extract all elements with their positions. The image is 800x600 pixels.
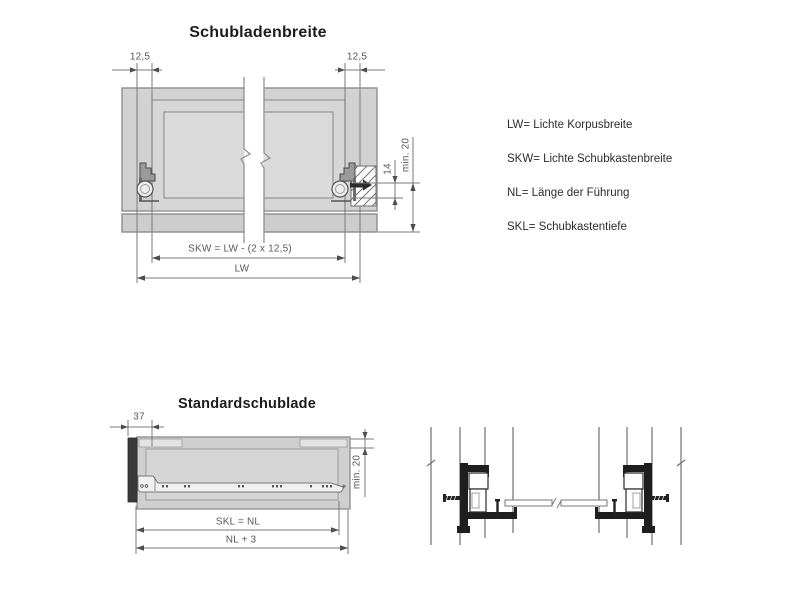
standard-drawer-side-view — [128, 437, 350, 509]
dim-label-12-5-right: 12,5 — [346, 51, 368, 63]
left-slide-profile — [443, 463, 517, 533]
bottom-diagram-title: Standardschublade — [178, 396, 316, 412]
legend-item-skw: SKW= Lichte Schubkastenbreite — [507, 153, 673, 165]
abbreviation-legend — [507, 119, 672, 255]
slide-cross-section — [427, 427, 685, 545]
legend-item-skl: SKL= Schubkastentiefe — [507, 221, 627, 233]
dim-label-skw-formula: SKW = LW - (2 x 12,5) — [188, 243, 292, 255]
dim-label-min-20-bottom: min. 20 — [351, 454, 363, 490]
right-slide-profile — [595, 463, 669, 533]
drawer-front-panel — [128, 438, 137, 502]
dim-label-nl: NL + 3 — [225, 534, 257, 546]
dim-label-37: 37 — [133, 411, 145, 423]
dim-label-min-20-top: min. 20 — [400, 137, 412, 173]
dim-label-skl: SKL = NL — [215, 516, 261, 528]
dim-label-lw: LW — [234, 263, 250, 275]
drawer-bottom-panel — [505, 498, 607, 508]
dim-label-12-5-left: 12,5 — [129, 51, 151, 63]
dim-label-14: 14 — [382, 163, 394, 175]
top-diagram-title: Schubladenbreite — [189, 24, 327, 41]
legend-item-lw: LW= Lichte Korpusbreite — [507, 119, 633, 131]
legend-item-nl: NL= Länge der Führung — [507, 187, 630, 199]
